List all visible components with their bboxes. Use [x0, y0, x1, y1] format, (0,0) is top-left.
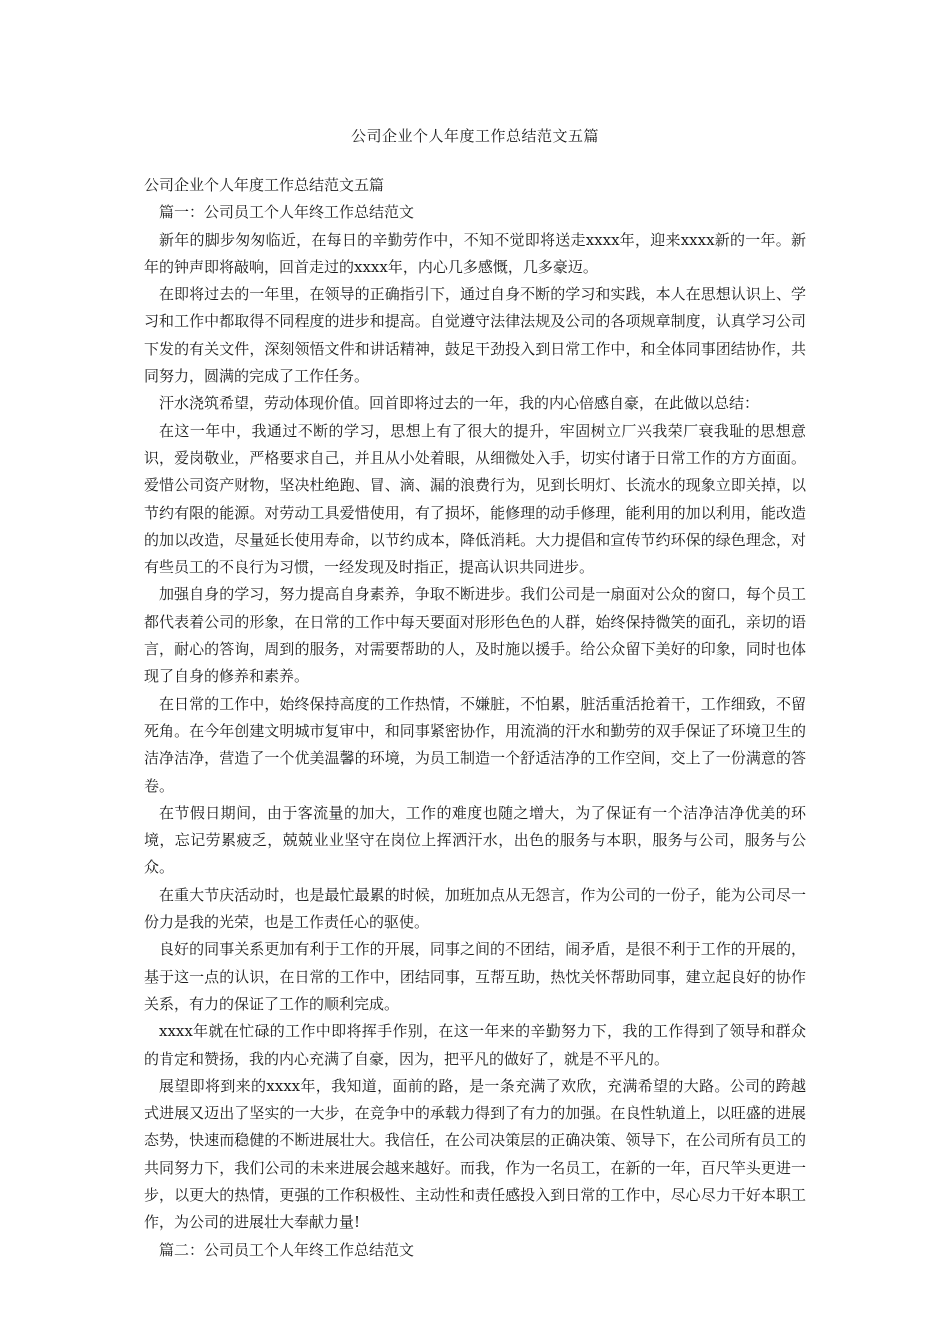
- document-subtitle: 公司企业个人年度工作总结范文五篇: [144, 176, 385, 194]
- paragraph: 在日常的工作中，始终保持高度的工作热情，不嫌脏，不怕累，脏活重活抢着干，工作细致，不留死角。在今年创建文明城市复审中，和同事紧密协作，用流淌的汗水和勤劳的双手保证了环境卫生的洁净洁净，营造了一个优美温馨的环境，为员工制造一个舒适洁净的工作空间，交上了一份满意的答卷。: [144, 694, 806, 795]
- document-title: 公司企业个人年度工作总结范文五篇: [350, 127, 599, 145]
- paragraph: 在即将过去的一年里，在领导的正确指引下，通过自身不断的学习和实践，本人在思想认识上、学习和工作中都取得不同程度的进步和提高。自觉遵守法律法规及公司的各项规章制度，认真学习公司下发的有关文件，深刻领悟文件和讲话精神，鼓足干劲投入到日常工作中，和全体同事团结协作，共同努力，圆满的完成了工作任务。: [144, 285, 806, 386]
- paragraph: 在重大节庆活动时，也是最忙最累的时候，加班加点从无怨言，作为公司的一份子，能为公司尽一份力是我的光荣，也是工作责任心的驱使。: [144, 885, 806, 932]
- section-heading-1: 篇一：公司员工个人年终工作总结范文: [159, 203, 415, 222]
- paragraph: 新年的脚步匆匆临近，在每日的辛勤劳作中，不知不觉即将送走xxxx年，迎来xxxx新的一年。新年的钟声即将敲响，回首走过的xxxx年，内心几多感慨，几多豪迈。: [144, 230, 806, 276]
- paragraph: 在节假日期间，由于客流量的加大，工作的难度也随之增大，为了保证有一个洁净洁净优美的环境，忘记劳累疲乏，兢兢业业坚守在岗位上挥洒汗水，出色的服务与本职，服务与公司，服务与公众。: [144, 803, 806, 877]
- document-body: [144, 172, 806, 1264]
- section-heading-2: 篇二：公司员工个人年终工作总结范文: [159, 1240, 415, 1259]
- paragraph: 良好的同事关系更加有利于工作的开展，同事之间的不团结，闹矛盾，是很不利于工作的开展的，基于这一点的认识，在日常的工作中，团结同事，互帮互助，热忱关怀帮助同事，建立起良好的协作关系，有力的保证了工作的顺利完成。: [144, 940, 806, 1013]
- paragraph: 加强自身的学习，努力提高自身素养，争取不断进步。我们公司是一扇面对公众的窗口，每个员工都代表着公司的形象，在日常的工作中每天要面对形形色色的人群，始终保持微笑的面孔，亲切的语言，耐心的答询，周到的服务，对需要帮助的人，及时施以援手。给公众留下美好的印象，同时也体现了自身的修养和素养。: [144, 585, 806, 686]
- paragraph: 展望即将到来的xxxx年，我知道，面前的路，是一条充满了欢欣，充满希望的大路。公司的跨越式进展又迈出了坚实的一大步，在竞争中的承载力得到了有力的加强。在良性轨道上，以旺盛的进展态势，快速而稳健的不断进展壮大。我信任，在公司决策层的正确决策、领导下，在公司所有员工的共同努力下，我们公司的未来进展会越来越好。而我，作为一名员工，在新的一年，百尺竿头更进一步，以更大的热情，更强的工作积极性、主动性和责任感投入到日常的工作中，尽心尽力干好本职工作，为公司的进展壮大奉献力量!: [144, 1076, 806, 1232]
- paragraph: 汗水浇筑希望，劳动体现价值。回首即将过去的一年，我的内心倍感自豪，在此做以总结：: [159, 394, 760, 413]
- paragraph: 在这一年中，我通过不断的学习，思想上有了很大的提升，牢固树立厂兴我荣厂衰我耻的思想意识，爱岗敬业，严格要求自己，并且从小处着眼，从细微处入手，切实付诸于日常工作的方方面面。爱惜公司资产财物，坚决杜绝跑、冒、滴、漏的浪费行为，见到长明灯、长流水的现象立即关掉，以节约有限的能源。对劳动工具爱惜使用，有了损坏，能修理的动手修理，能利用的加以利用，能改造的加以改造，尽量延长使用寿命，以节约成本，降低消耗。大力提倡和宣传节约环保的绿色理念，对有些员工的不良行为习惯，一经发现及时指正，提高认识共同进步。: [144, 421, 806, 577]
- paragraph: xxxx年就在忙碌的工作中即将挥手作别，在这一年来的辛勤努力下，我的工作得到了领导和群众的肯定和赞扬，我的内心充满了自豪，因为，把平凡的做好了，就是不平凡的。: [144, 1022, 806, 1068]
